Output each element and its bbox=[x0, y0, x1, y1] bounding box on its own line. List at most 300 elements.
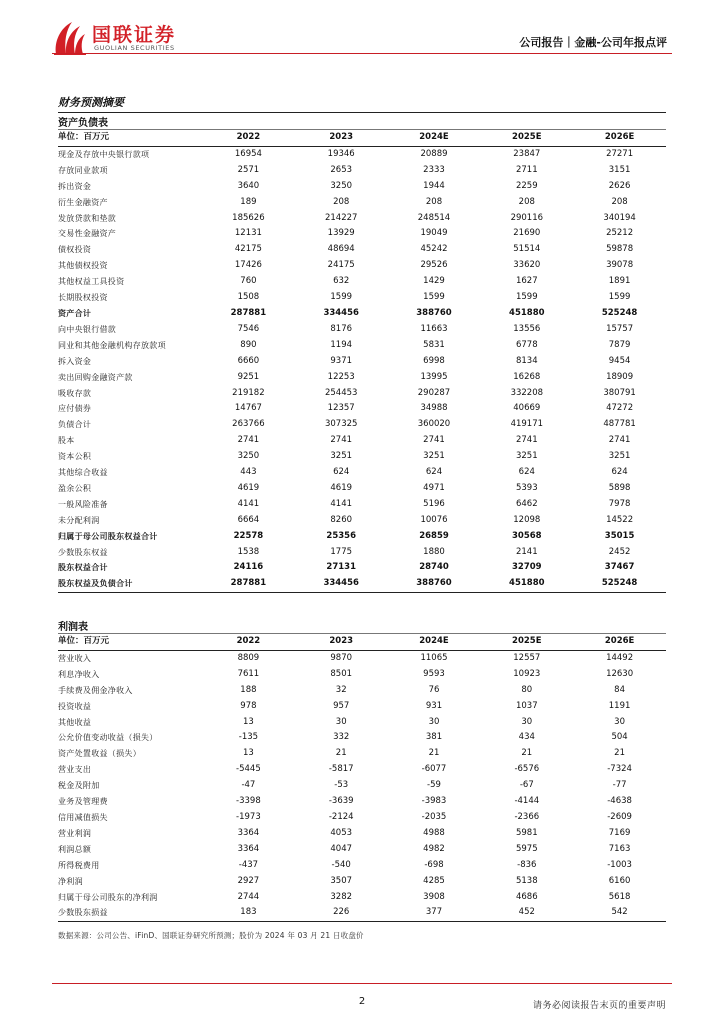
cell-value: 6660 bbox=[237, 355, 260, 366]
cell-value: 2741 bbox=[608, 435, 631, 446]
cell-value: 525248 bbox=[601, 578, 638, 589]
year-header: 2023 bbox=[329, 132, 354, 142]
cell-value: 360020 bbox=[417, 419, 451, 430]
cell-value: 22578 bbox=[233, 530, 264, 541]
section-title: 财务预测摘要 bbox=[58, 96, 124, 109]
cell-value: 208 bbox=[425, 196, 443, 207]
cell-value: 2744 bbox=[237, 891, 260, 902]
table-row bbox=[58, 386, 666, 402]
cell-value: 18909 bbox=[606, 371, 634, 382]
cell-value: 624 bbox=[333, 467, 350, 478]
cell-value: 434 bbox=[518, 732, 535, 743]
table-row bbox=[58, 576, 666, 592]
cell-value: 208 bbox=[333, 196, 350, 207]
cell-value: 12557 bbox=[513, 652, 541, 663]
table-row bbox=[58, 529, 666, 545]
footer-divider bbox=[52, 983, 672, 984]
row-label: 公允价值变动收益（损失） bbox=[58, 733, 158, 743]
guolian-logo-icon bbox=[52, 18, 88, 56]
cell-value: -3398 bbox=[236, 796, 261, 807]
table-row bbox=[58, 322, 666, 338]
cell-value: 39078 bbox=[606, 260, 634, 271]
cell-value: 8809 bbox=[237, 652, 260, 663]
row-label: 长期股权投资 bbox=[58, 293, 108, 303]
year-header: 2023 bbox=[329, 636, 354, 646]
cell-value: 17426 bbox=[234, 260, 262, 271]
row-label: 归属于母公司股东权益合计 bbox=[58, 531, 158, 541]
cell-value: 931 bbox=[425, 700, 443, 711]
row-label: 手续费及佣金净收入 bbox=[58, 685, 133, 695]
cell-value: -135 bbox=[238, 732, 259, 743]
cell-value: 6462 bbox=[515, 498, 538, 509]
cell-value: 16268 bbox=[513, 371, 541, 382]
table-row bbox=[58, 842, 666, 858]
cell-value: 2452 bbox=[608, 546, 631, 557]
cell-value: 11065 bbox=[420, 652, 448, 663]
table-row bbox=[58, 354, 666, 370]
cell-value: 4141 bbox=[330, 498, 353, 509]
table-row bbox=[58, 715, 666, 731]
row-label: 未分配利润 bbox=[58, 515, 100, 525]
row-label: 衍生金融资产 bbox=[58, 197, 108, 207]
row-label: 营业支出 bbox=[58, 765, 92, 775]
table-row bbox=[58, 746, 666, 762]
cell-value: 9593 bbox=[423, 668, 445, 679]
cell-value: 21690 bbox=[513, 228, 541, 239]
table-row bbox=[58, 810, 666, 826]
year-header: 2026E bbox=[604, 636, 635, 646]
table-row bbox=[58, 858, 666, 874]
cell-value: -3983 bbox=[421, 796, 447, 807]
cell-value: 6160 bbox=[608, 875, 631, 886]
cell-value: 388760 bbox=[416, 578, 452, 589]
row-label: 盈余公积 bbox=[58, 483, 92, 493]
cell-value: 3364 bbox=[237, 827, 260, 838]
cell-value: 1891 bbox=[608, 276, 631, 287]
cell-value: 1191 bbox=[608, 700, 631, 711]
cell-value: 2141 bbox=[515, 546, 538, 557]
cell-value: 25356 bbox=[326, 530, 356, 541]
table-row bbox=[58, 195, 666, 211]
cell-value: 248514 bbox=[417, 212, 451, 223]
cell-value: 10076 bbox=[420, 514, 448, 525]
cell-value: 185626 bbox=[232, 212, 265, 223]
cell-value: -2035 bbox=[421, 811, 447, 822]
cell-value: 388760 bbox=[416, 307, 452, 318]
table-row bbox=[58, 433, 666, 449]
cell-value: 15757 bbox=[606, 323, 634, 334]
cell-value: 33620 bbox=[513, 260, 541, 271]
cell-value: 624 bbox=[518, 467, 535, 478]
cell-value: 2259 bbox=[515, 180, 538, 191]
cell-value: 32 bbox=[335, 684, 347, 695]
row-label: 卖出回购金融资产款 bbox=[58, 372, 133, 382]
cell-value: 14492 bbox=[606, 652, 634, 663]
cell-value: 381 bbox=[425, 732, 443, 743]
table-row bbox=[58, 274, 666, 290]
cell-value: -1973 bbox=[236, 811, 261, 822]
table-row bbox=[58, 449, 666, 465]
cell-value: 84 bbox=[614, 684, 625, 695]
row-label: 资产处置收益（损失） bbox=[58, 749, 141, 759]
cell-value: 4982 bbox=[423, 843, 445, 854]
cell-value: -836 bbox=[517, 859, 537, 870]
cell-value: 332 bbox=[333, 732, 350, 743]
cell-value: 21 bbox=[428, 748, 440, 759]
cell-value: -7324 bbox=[607, 764, 632, 775]
cell-value: 40669 bbox=[513, 403, 541, 414]
row-label: 存放同业款项 bbox=[58, 165, 108, 175]
cell-value: 1599 bbox=[515, 292, 538, 303]
cell-value: 9454 bbox=[608, 355, 631, 366]
row-label: 同业和其他金融机构存放款项 bbox=[58, 340, 166, 350]
row-label: 税金及附加 bbox=[58, 781, 100, 791]
income-statement-title: 利润表 bbox=[58, 622, 88, 633]
cell-value: 1599 bbox=[330, 292, 353, 303]
cell-value: 21 bbox=[521, 748, 533, 759]
row-label: 少数股东权益 bbox=[58, 547, 108, 557]
row-label: 拆入资金 bbox=[58, 356, 92, 366]
row-label: 拆出资金 bbox=[58, 181, 92, 191]
cell-value: 21 bbox=[614, 748, 625, 759]
balance-sheet-title: 资产负债表 bbox=[58, 118, 108, 129]
cell-value: 1429 bbox=[423, 276, 445, 287]
cell-value: 1880 bbox=[423, 546, 445, 557]
cell-value: 5975 bbox=[515, 843, 538, 854]
cell-value: 30 bbox=[614, 716, 625, 727]
cell-value: -5445 bbox=[236, 764, 261, 775]
table-row bbox=[58, 890, 666, 906]
cell-value: 8134 bbox=[515, 355, 538, 366]
row-label: 利润总额 bbox=[58, 844, 92, 854]
cell-value: 20889 bbox=[420, 148, 448, 159]
cell-value: 290287 bbox=[417, 387, 451, 398]
cell-value: 4285 bbox=[423, 875, 445, 886]
table-row bbox=[58, 497, 666, 513]
cell-value: 2626 bbox=[608, 180, 631, 191]
cell-value: 14522 bbox=[606, 514, 634, 525]
cell-value: 13995 bbox=[420, 371, 448, 382]
table-row bbox=[58, 699, 666, 715]
cell-value: 26859 bbox=[419, 530, 449, 541]
table-header-row bbox=[58, 130, 666, 146]
cell-value: 1599 bbox=[608, 292, 631, 303]
cell-value: -698 bbox=[424, 859, 444, 870]
cell-value: -6077 bbox=[421, 764, 447, 775]
row-label: 业务及管理费 bbox=[58, 797, 108, 807]
cell-value: 8501 bbox=[330, 668, 353, 679]
table-row bbox=[58, 683, 666, 699]
cell-value: 2741 bbox=[330, 435, 353, 446]
income-statement-table bbox=[58, 634, 666, 922]
table-row bbox=[58, 794, 666, 810]
cell-value: 5196 bbox=[423, 498, 445, 509]
cell-value: 978 bbox=[240, 700, 257, 711]
cell-value: 3282 bbox=[330, 891, 353, 902]
cell-value: 7879 bbox=[608, 339, 631, 350]
cell-value: 632 bbox=[333, 276, 350, 287]
section-rule bbox=[58, 112, 666, 113]
cell-value: -3639 bbox=[328, 796, 354, 807]
cell-value: 7546 bbox=[237, 323, 260, 334]
row-label: 股本 bbox=[58, 436, 75, 446]
cell-value: 451880 bbox=[509, 578, 545, 589]
cell-value: 624 bbox=[425, 467, 443, 478]
cell-value: 525248 bbox=[601, 307, 638, 318]
cell-value: 219182 bbox=[232, 387, 265, 398]
cell-value: 5618 bbox=[608, 891, 631, 902]
cell-value: 51514 bbox=[513, 244, 541, 255]
row-label: 所得税费用 bbox=[58, 860, 100, 870]
table-row bbox=[58, 163, 666, 179]
table-row bbox=[58, 481, 666, 497]
cell-value: 542 bbox=[611, 907, 628, 918]
year-header: 2026E bbox=[604, 132, 635, 142]
table-row bbox=[58, 401, 666, 417]
table-row bbox=[58, 211, 666, 227]
cell-value: 5831 bbox=[423, 339, 445, 350]
cell-value: 2741 bbox=[237, 435, 260, 446]
row-label: 利息净收入 bbox=[58, 669, 100, 679]
cell-value: -2124 bbox=[328, 811, 354, 822]
cell-value: 2741 bbox=[423, 435, 445, 446]
cell-value: 30568 bbox=[512, 530, 542, 541]
cell-value: 183 bbox=[240, 907, 257, 918]
cell-value: -6576 bbox=[514, 764, 540, 775]
year-header: 2022 bbox=[236, 132, 261, 142]
cell-value: 29526 bbox=[420, 260, 448, 271]
cell-value: 12098 bbox=[513, 514, 541, 525]
cell-value: -53 bbox=[334, 780, 349, 791]
table-row bbox=[58, 513, 666, 529]
cell-value: 3507 bbox=[330, 875, 353, 886]
report-type-label: 公司报告｜金融-公司年报点评 bbox=[519, 36, 667, 49]
cell-value: 13 bbox=[242, 716, 254, 727]
cell-value: 1538 bbox=[237, 546, 260, 557]
cell-value: 3640 bbox=[237, 180, 260, 191]
cell-value: 6778 bbox=[515, 339, 538, 350]
row-label: 一般风险准备 bbox=[58, 499, 108, 509]
row-label: 股东权益合计 bbox=[58, 563, 108, 573]
cell-value: 9371 bbox=[330, 355, 353, 366]
cell-value: 4619 bbox=[330, 482, 353, 493]
cell-value: 5138 bbox=[515, 875, 538, 886]
cell-value: -77 bbox=[612, 780, 627, 791]
row-label: 债权投资 bbox=[58, 245, 92, 255]
table-row bbox=[58, 545, 666, 561]
cell-value: 1944 bbox=[423, 180, 445, 191]
cell-value: 452 bbox=[518, 907, 535, 918]
cell-value: 214227 bbox=[324, 212, 358, 223]
cell-value: 3250 bbox=[330, 180, 353, 191]
row-label: 投资收益 bbox=[58, 701, 92, 711]
cell-value: 27271 bbox=[606, 148, 634, 159]
row-label: 归属于母公司股东的净利润 bbox=[58, 892, 158, 902]
cell-value: 1508 bbox=[237, 292, 260, 303]
cell-value: 334456 bbox=[323, 578, 359, 589]
table-row bbox=[58, 290, 666, 306]
cell-value: -47 bbox=[241, 780, 256, 791]
table-row bbox=[58, 242, 666, 258]
table-row bbox=[58, 650, 666, 666]
year-header: 2024E bbox=[419, 636, 449, 646]
table-row bbox=[58, 905, 666, 921]
balance-sheet-table bbox=[58, 130, 666, 593]
table-row bbox=[58, 730, 666, 746]
row-label: 股东权益及负债合计 bbox=[58, 579, 133, 589]
cell-value: 24116 bbox=[233, 562, 264, 573]
cell-value: 4988 bbox=[423, 827, 445, 838]
cell-value: 2333 bbox=[423, 164, 445, 175]
row-label: 发放贷款和垫款 bbox=[58, 213, 117, 223]
cell-value: 32709 bbox=[512, 562, 542, 573]
company-logo bbox=[52, 18, 192, 58]
cell-value: 188 bbox=[240, 684, 257, 695]
row-label: 资本公积 bbox=[58, 452, 92, 462]
header-divider bbox=[52, 53, 672, 54]
cell-value: -5817 bbox=[328, 764, 354, 775]
cell-value: 8260 bbox=[330, 514, 353, 525]
cell-value: 30 bbox=[428, 716, 440, 727]
cell-value: 12630 bbox=[606, 668, 634, 679]
table-row bbox=[58, 226, 666, 242]
cell-value: 290116 bbox=[510, 212, 544, 223]
year-header: 2025E bbox=[512, 132, 542, 142]
cell-value: 254453 bbox=[324, 387, 358, 398]
cell-value: 76 bbox=[428, 684, 440, 695]
cell-value: 208 bbox=[518, 196, 535, 207]
cell-value: 19346 bbox=[327, 148, 355, 159]
cell-value: 42175 bbox=[234, 244, 262, 255]
cell-value: 7169 bbox=[608, 827, 631, 838]
cell-value: 28740 bbox=[419, 562, 449, 573]
cell-value: 4047 bbox=[330, 843, 353, 854]
cell-value: -67 bbox=[519, 780, 534, 791]
cell-value: -1003 bbox=[607, 859, 632, 870]
logo-chinese-name: 国联证券 bbox=[92, 24, 177, 46]
row-label: 其他综合收益 bbox=[58, 468, 108, 478]
year-header: 2022 bbox=[236, 636, 261, 646]
row-label: 现金及存放中央银行款项 bbox=[58, 149, 150, 159]
row-label: 少数股东损益 bbox=[58, 908, 108, 918]
cell-value: 3251 bbox=[423, 451, 445, 462]
row-label: 应付债券 bbox=[58, 404, 92, 414]
cell-value: 30 bbox=[521, 716, 533, 727]
cell-value: 419171 bbox=[510, 419, 544, 430]
cell-value: 307325 bbox=[324, 419, 358, 430]
cell-value: 25212 bbox=[606, 228, 634, 239]
row-label: 营业利润 bbox=[58, 828, 92, 838]
cell-value: 1194 bbox=[330, 339, 353, 350]
cell-value: 4619 bbox=[237, 482, 260, 493]
cell-value: 3151 bbox=[608, 164, 631, 175]
cell-value: 189 bbox=[240, 196, 257, 207]
cell-value: 1775 bbox=[330, 546, 353, 557]
cell-value: 334456 bbox=[323, 307, 359, 318]
cell-value: 27131 bbox=[326, 562, 356, 573]
year-header: 2024E bbox=[419, 132, 449, 142]
cell-value: 47272 bbox=[606, 403, 634, 414]
cell-value: 3251 bbox=[330, 451, 353, 462]
cell-value: 2927 bbox=[237, 875, 260, 886]
cell-value: 45242 bbox=[420, 244, 448, 255]
cell-value: 226 bbox=[333, 907, 350, 918]
cell-value: 9870 bbox=[330, 652, 353, 663]
cell-value: -2366 bbox=[514, 811, 540, 822]
table-row bbox=[58, 465, 666, 481]
cell-value: 3364 bbox=[237, 843, 260, 854]
cell-value: 7978 bbox=[608, 498, 631, 509]
cell-value: 7163 bbox=[608, 843, 631, 854]
cell-value: 2653 bbox=[330, 164, 353, 175]
table-row bbox=[58, 146, 666, 162]
cell-value: 13556 bbox=[513, 323, 541, 334]
cell-value: 21 bbox=[335, 748, 347, 759]
row-label: 营业收入 bbox=[58, 653, 92, 663]
cell-value: 3250 bbox=[237, 451, 260, 462]
cell-value: 340194 bbox=[603, 212, 636, 223]
cell-value: 16954 bbox=[234, 148, 262, 159]
row-label: 交易性金融资产 bbox=[58, 229, 117, 239]
cell-value: 6664 bbox=[237, 514, 260, 525]
cell-value: 263766 bbox=[232, 419, 265, 430]
table-row bbox=[58, 338, 666, 354]
cell-value: 3908 bbox=[423, 891, 445, 902]
cell-value: -2609 bbox=[607, 811, 632, 822]
row-label: 吸收存款 bbox=[58, 388, 92, 398]
year-header: 2025E bbox=[512, 636, 542, 646]
row-label: 向中央银行借款 bbox=[58, 324, 117, 334]
row-label: 资产合计 bbox=[58, 308, 92, 318]
cell-value: 48694 bbox=[327, 244, 355, 255]
cell-value: 4686 bbox=[515, 891, 538, 902]
cell-value: 7611 bbox=[237, 668, 260, 679]
row-label: 其他权益工具投资 bbox=[58, 277, 125, 287]
unit-label: 单位：百万元 bbox=[58, 636, 110, 646]
page-number: 2 bbox=[358, 996, 366, 1007]
cell-value: 3251 bbox=[515, 451, 538, 462]
cell-value: 23847 bbox=[513, 148, 541, 159]
table-row bbox=[58, 417, 666, 433]
cell-value: 6998 bbox=[423, 355, 445, 366]
unit-label: 单位：百万元 bbox=[58, 132, 110, 142]
row-label: 其他债权投资 bbox=[58, 261, 108, 271]
cell-value: 8176 bbox=[330, 323, 353, 334]
source-note: 数据来源：公司公告、iFinD、国联证券研究所预测；股价为 2024 年 03 月 21 日收盘价 bbox=[58, 931, 364, 940]
cell-value: -4638 bbox=[607, 796, 632, 807]
cell-value: 80 bbox=[521, 684, 533, 695]
table-row bbox=[58, 306, 666, 322]
cell-value: 14767 bbox=[234, 403, 262, 414]
cell-value: 24175 bbox=[327, 260, 355, 271]
cell-value: 9251 bbox=[237, 371, 260, 382]
cell-value: 5393 bbox=[515, 482, 538, 493]
cell-value: 957 bbox=[333, 700, 350, 711]
cell-value: 1037 bbox=[515, 700, 538, 711]
cell-value: 2711 bbox=[515, 164, 538, 175]
cell-value: 37467 bbox=[604, 562, 635, 573]
cell-value: 4141 bbox=[237, 498, 260, 509]
cell-value: 10923 bbox=[513, 668, 541, 679]
cell-value: 380791 bbox=[603, 387, 636, 398]
cell-value: 2571 bbox=[237, 164, 260, 175]
cell-value: 34988 bbox=[420, 403, 448, 414]
row-label: 负债合计 bbox=[58, 420, 92, 430]
cell-value: 1627 bbox=[515, 276, 538, 287]
cell-value: 13 bbox=[242, 748, 254, 759]
cell-value: 19049 bbox=[420, 228, 448, 239]
logo-english-name: GUOLIAN SECURITIES bbox=[94, 44, 175, 52]
